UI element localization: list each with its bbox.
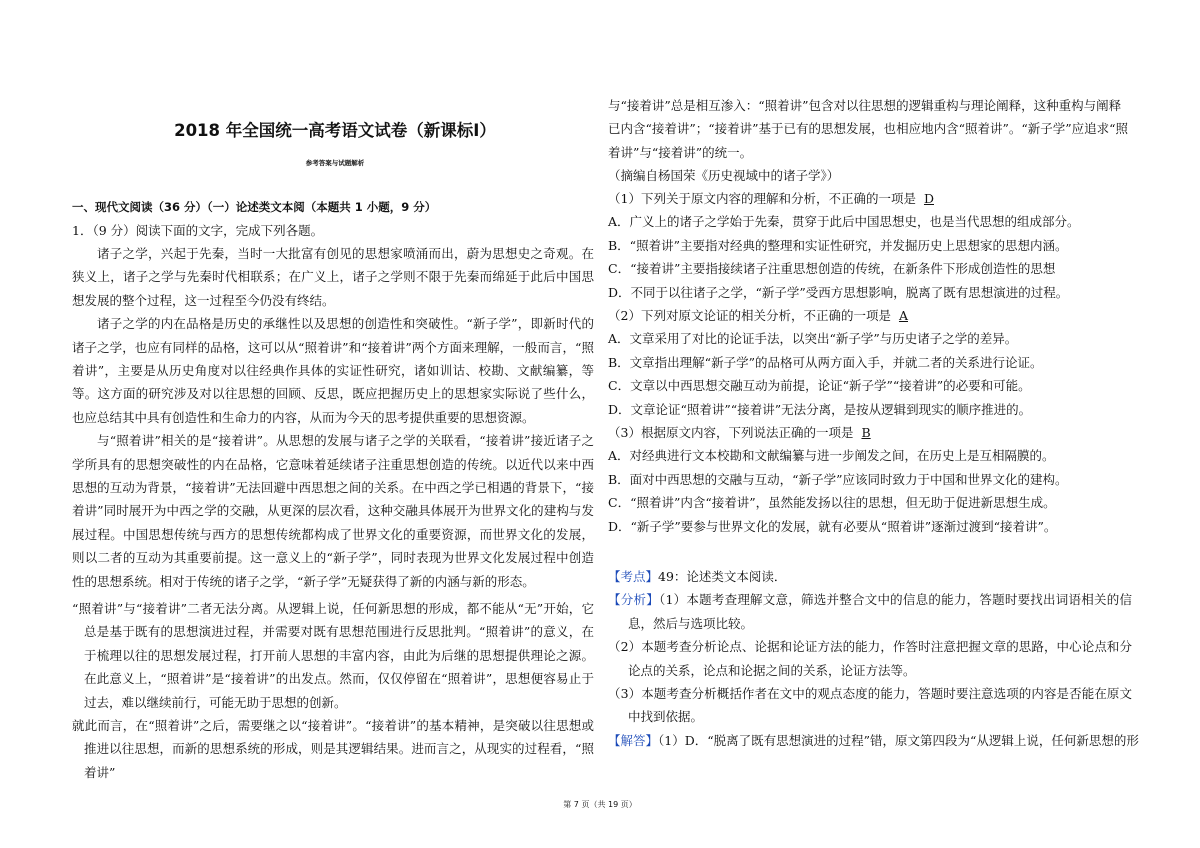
question-option: D．不同于以往诸子之学，“新子学”受西方思想影响，脱离了既有思想演进的过程。 <box>608 284 1069 300</box>
page-title: 2018 年全国统一高考语文试卷（新课标Ⅰ） <box>174 121 496 140</box>
passage-cont-line: 已内含“接着讲”；“接着讲”基于已有的思想发展，也相应地内含“照着讲”。“新子学”应追求“照 <box>608 121 1129 137</box>
question-option: C．“接着讲”主要指接续诸子注重思想创造的传统，在新条件下形成创造性的思想 <box>608 261 1056 277</box>
fenxi-item-1: （1）本题考查理解文意，筛选并整合文中的信息的能力，答题时要找出词语相关的信息，然后与选项比较。 <box>628 592 1132 631</box>
question-stem <box>608 304 1132 327</box>
kaodian-text: 49：论述类文本阅读． <box>658 569 787 584</box>
passage-paragraph-3: 与“照着讲”相关的是“接着讲”。从思想的发展与诸子之学的关联看，“接着讲”接近诸子之学所具有的思想突破性的内在品格，它意味着延续诸子注重思想创造的传统。以近代以来中西思想的互动为背景，“接着讲”无法回避中西思想之间的关系。在中西之学已相遇的背景下，“接着讲”同时展开为中西之学的交融，从更深的层次看，这种交融具体展开为世界文化的建构与发展过程。中国思想传统与西方的思想传统都构成了世界文化的重要资源，而世界文化的发展，则以二者的互动为其重要前提。这一意义上的“新子学”，同时表现为世界文化发展过程中创造性的思想系统。相对于传统的诸子之学，“新子学”无疑获得了新的内涵与新的形态。 <box>72 433 594 589</box>
answer-blank: D <box>923 191 934 206</box>
question-group <box>608 187 1132 538</box>
section-heading: 一、现代文阅读（36 分）（一）论述类文本阅（本题共 1 小题，9 分） <box>72 200 437 214</box>
question-stem-text: （3）根据原文内容，下列说法正确的一项是 <box>608 425 854 441</box>
question-stem-text: （1）下列关于原文内容的理解和分析，不正确的一项是 <box>608 191 916 206</box>
solution-block <box>608 565 1139 752</box>
question-option: A．对经典进行文本校勘和文献编纂与进一步阐发之间，在历史上是互相隔膜的。 <box>608 448 1055 464</box>
jieda-tag: 【解答】 <box>608 732 659 748</box>
passage-cont-line: 与“接着讲”总是相互渗入：“照着讲”包含对以往思想的逻辑重构与理论阐释，这种重构与阐释 <box>608 98 1122 113</box>
question-option: C．“照着讲”内含“接着讲”，虽然能发扬以往的思想，但无助于促进新思想生成。 <box>608 495 1056 511</box>
passage-paragraph-2: 诸子之学的内在品格是历史的承继性以及思想的创造性和突破性。“新子学”，即新时代的诸子之学，也应有同样的品格，这可以从“照着讲”和“接着讲”两个方面来理解，一般而言，“照着讲”，主要是从历史角度对以往经典作具体的实证性研究，诸如训诂、校勘、文献编纂，等等。这方面的研究涉及对以往思想的回顾、反思，既应把握历史上的思想家实际说了些什么，也应总结其中具有创造性和生命力的内容，从而为今天的思考提供重要的思想资源。 <box>72 316 594 425</box>
passage-block-2 <box>72 597 594 784</box>
question-option: D．文章论证“照着讲”“接着讲”无法分离，是按从逻辑到现实的顺序推进的。 <box>608 401 1032 417</box>
passage-paragraph-5: 就此而言，在“照着讲”之后，需要继之以“接着讲”。“接着讲”的基本精神，是突破以往思想或推进以往思想，而新的思想系统的形成，则是其逻辑结果。进而言之，从现实的过程看，“照着讲” <box>72 718 594 780</box>
question-option: A．广义上的诸子之学始于先秦，贯穿于此后中国思想史，也是当代思想的组成部分。 <box>608 214 1080 230</box>
passage-paragraph-1: 诸子之学，兴起于先秦，当时一大批富有创见的思想家喷涌而出，蔚为思想史之奇观。在狭义上，诸子之学与先秦时代相联系；在广义上，诸子之学则不限于先秦而绵延于此后中国思想发展的整个过程，这一过程至今仍没有终结。 <box>72 246 594 308</box>
passage-paragraph-4: “照着讲”与“接着讲”二者无法分离。从逻辑上说，任何新思想的形成，都不能从“无”开始，它总是基于既有的思想演进过程，并需要对既有思想范围进行反思批判。“照着讲”的意义，在于梳理以往的思想发展过程，打开前人思想的丰富内容，由此为后继的思想提供理论之源。在此意义上，“照着讲”是“接着讲”的出发点。然而，仅仅停留在“照着讲”，思想便容易止于过去，难以继续前行，可能无助于思想的创新。 <box>72 601 594 710</box>
answer-blank: A <box>898 308 908 324</box>
question-option: C．文章以中西思想交融互动为前提，论证“新子学”“接着讲”的必要和可能。 <box>608 378 1031 394</box>
question-stem <box>608 187 1132 210</box>
jieda-text: （1）D．“脱离了既有思想演进的过程”错，原文第四段为“从逻辑上说，任何新思想的形 <box>658 732 1139 748</box>
fenxi-line <box>608 588 1132 635</box>
page-subtitle: 参考答案与试题解析 <box>305 159 365 167</box>
question-stem <box>608 421 1132 444</box>
passage-block-1 <box>72 242 594 593</box>
kaodian-tag: 【考点】 <box>608 569 659 584</box>
question-option: B．“照着讲”主要指对经典的整理和实证性研究，并发掘历史上思想家的思想内涵。 <box>608 237 1068 253</box>
fenxi-item-2: （2）本题考查分析论点、论据和论证方法的能力，作答时注意把握文章的思路，中心论点和分论点的关系，论点和论据之间的关系，论证方法等。 <box>608 639 1132 678</box>
kaodian-line <box>608 565 1132 588</box>
answer-blank: B <box>861 425 871 441</box>
question-1-line: 1．（9 分）阅读下面的文字，完成下列各题。 <box>72 223 324 238</box>
fenxi-tag: 【分析】 <box>608 592 659 608</box>
passage-continuation <box>608 94 1132 188</box>
question-option: B．面对中西思想的交融与互动，“新子学”应该同时致力于中国和世界文化的建构。 <box>608 471 1068 487</box>
question-option: A．文章采用了对比的论证手法，以突出“新子学”与历史诸子之学的差异。 <box>608 331 1018 347</box>
passage-source: （摘编自杨国荣《历史视域中的诸子学》） <box>608 168 840 184</box>
question-option: D．“新子学”要参与世界文化的发展，就有必要从“照着讲”逐渐过渡到“接着讲”。 <box>608 518 1057 534</box>
question-option: B．文章指出理解“新子学”的品格可从两方面入手，并就二者的关系进行论证。 <box>608 354 1043 370</box>
passage-cont-line: 着讲”与“接着讲”的统一。 <box>608 144 753 160</box>
page-footer: 第 7 页（共 19 页） <box>563 800 637 809</box>
jieda-line <box>608 729 1139 752</box>
fenxi-item-3: （3）本题考查分析概括作者在文中的观点态度的能力，答题时要注意选项的内容是否能在原文中找到依据。 <box>608 686 1132 725</box>
question-stem-text: （2）下列对原文论证的相关分析，不正确的一项是 <box>608 308 891 324</box>
